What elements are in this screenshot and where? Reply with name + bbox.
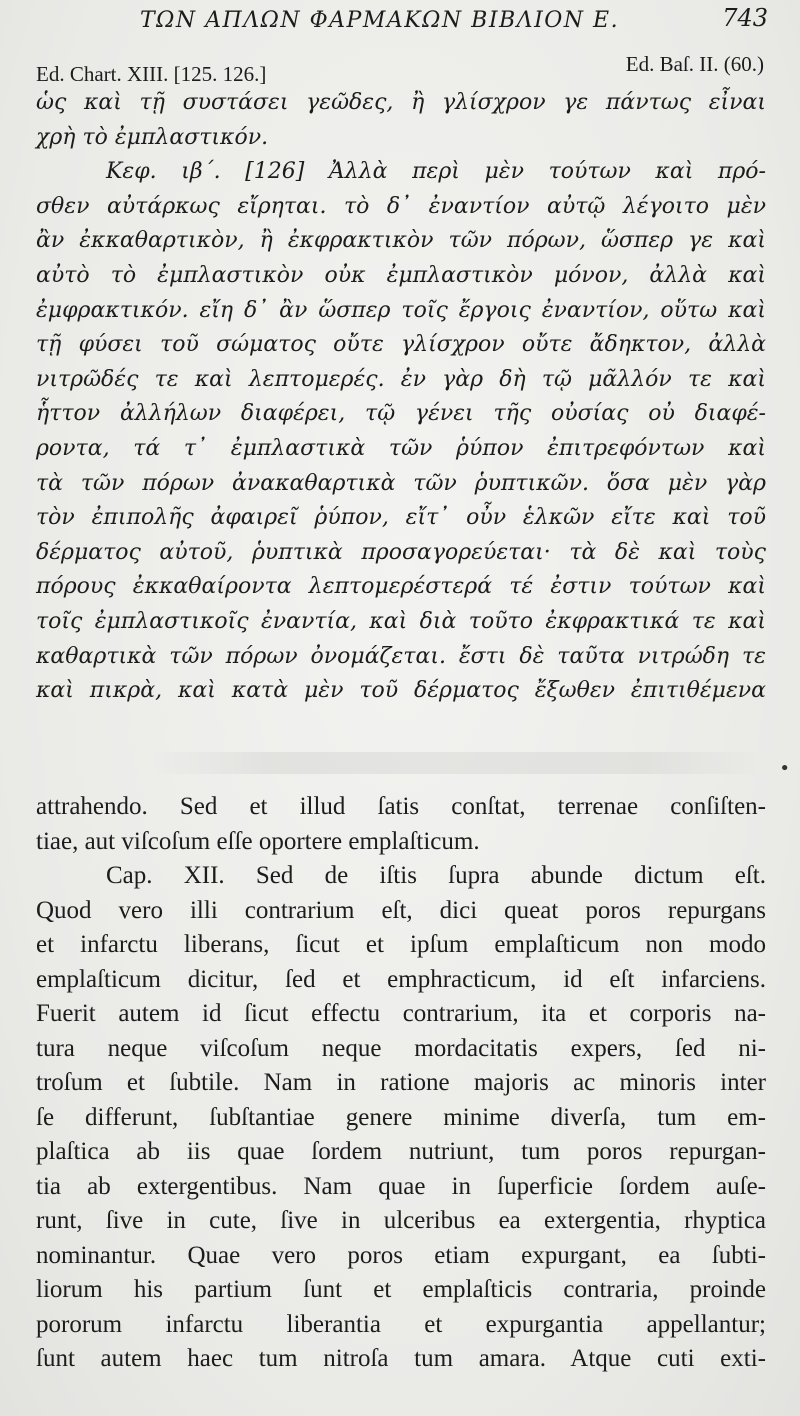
latin-line: et infarctu liberans, ſicut et ipſum emplaſticum non modo	[36, 931, 766, 958]
latin-line: tiae, aut viſcoſum eſſe oportere emplaſticum.	[36, 827, 480, 855]
latin-line: ſe differunt, ſubſtantiae genere minime diverſa, tum em-	[36, 1103, 766, 1131]
latin-line: Cap. XII. Sed de iſtis ſupra abunde dictum eſt.	[106, 862, 766, 889]
greek-line: τὸν ἐπιπολῆς ἀφαιρεῖ ῥύπον, εἴτ᾽ οὖν ἑλκῶν εἴτε καὶ τοῦ	[36, 505, 766, 531]
greek-line: τοῖς ἐμπλαστικοῖς ἐναντία, καὶ διὰ τοῦτο ἐκφρακτικά τε καὶ	[36, 608, 766, 634]
greek-line: ὡς καὶ τῇ συστάσει γεῶδες, ἢ γλίσχρον γε πάντως εἶναι	[36, 90, 766, 115]
latin-line: runt, ſive in cute, ſive in ulceribus ea extergentia, rhyptica	[36, 1207, 766, 1234]
latin-line: pororum infarctu liberantia et expurgantia appellantur;	[36, 1310, 766, 1338]
page-number: 743	[722, 4, 768, 32]
greek-text-block	[36, 86, 766, 709]
greek-line: δέρματος αὐτοῦ, ῥυπτικὰ προσαγορεύεται· τὰ δὲ καὶ τοὺς	[36, 539, 766, 565]
greek-line: ἐμφρακτικόν. εἴη δ᾽ ἂν ὥσπερ τοῖς ἔργοις ἐναντίον, οὕτω καὶ	[36, 297, 766, 323]
greek-line: τὰ τῶν πόρων ἀνακαθαρτικὰ τῶν ῥυπτικῶν. ὅσα μὲν γὰρ	[36, 470, 766, 496]
latin-line: plaſtica ab iis quae ſordem nutriunt, tum poros repurgan-	[36, 1138, 766, 1165]
latin-text-block	[36, 790, 766, 1377]
greek-line: καθαρτικὰ τῶν πόρων ὀνομάζεται. ἔστι δὲ ταῦτα νιτρώδη τε	[36, 643, 766, 669]
latin-line: attrahendo. Sed et illud ſatis conſtat, terrenae conſiſten-	[36, 793, 766, 820]
latin-line: Fuerit autem id ſicut effectu contrarium, ita et corporis na-	[36, 1000, 766, 1027]
latin-line: emplaſticum dicitur, ſed et emphracticum, id eſt infarciens.	[36, 965, 766, 993]
margin-marker: •	[779, 758, 790, 779]
show-through-smudge	[150, 752, 770, 774]
greek-line: ἧττον ἀλλήλων διαφέρει, τῷ γένει τῆς οὐσίας οὐ διαφέ-	[36, 401, 766, 427]
latin-line: liorum his partium ſunt et emplaſticis contraria, proinde	[36, 1276, 766, 1303]
latin-line: Quod vero illi contrarium eſt, dici queat poros repurgans	[36, 896, 766, 924]
latin-line: tura neque viſcoſum neque mordacitatis expers, ſed ni-	[36, 1034, 766, 1062]
greek-line: χρὴ τὸ ἐμπλαστικόν.	[36, 124, 269, 150]
latin-line: nominantur. Quae vero poros etiam expurgant, ea ſubti-	[36, 1241, 766, 1269]
edition-reference-right: Ed. Baſ. II. (60.)	[625, 52, 764, 76]
latin-line: ſunt autem haec tum nitroſa tum amara. Atque cuti exti-	[36, 1345, 766, 1372]
greek-line: ἂν ἐκκαθαρτικὸν, ἢ ἐκφρακτικὸν τῶν πόρων, ὥσπερ γε καὶ	[36, 228, 766, 254]
edition-reference-left: Ed. Chart. XIII. [125. 126.]	[36, 62, 267, 86]
greek-line: Κεφ. ιβ΄. [126] Ἀλλὰ περὶ μὲν τούτων καὶ πρό-	[106, 159, 766, 185]
greek-line: αὐτὸ τὸ ἐμπλαστικὸν οὐκ ἐμπλαστικὸν μόνον, ἀλλὰ καὶ	[36, 262, 766, 288]
latin-line: tia ab extergentibus. Nam quae in ſuperficie ſordem auſe-	[36, 1172, 766, 1200]
greek-line: ροντα, τά τ᾽ ἐμπλαστικὰ τῶν ῥύπον ἐπιτρεφόντων καὶ	[36, 435, 766, 461]
running-head: ΤΩΝ ΑΠΛΩΝ ΦΑΡΜΑΚΩΝ ΒΙΒΛΙΟΝ Ε.	[140, 8, 620, 33]
latin-line: troſum et ſubtile. Nam in ratione majoris ac minoris inter	[36, 1069, 766, 1096]
greek-line: σθεν αὐτάρκως εἴρηται. τὸ δ᾽ ἐναντίον αὐτῷ λέγοιτο μὲν	[36, 193, 766, 219]
greek-line: τῇ φύσει τοῦ σώματος οὔτε γλίσχρον οὔτε ἄδηκτον, ἀλλὰ	[36, 332, 766, 358]
greek-line: νιτρῶδές τε καὶ λεπτομερές. ἐν γὰρ δὴ τῷ μᾶλλόν τε καὶ	[36, 366, 766, 392]
greek-line: πόρους ἐκκαθαίροντα λεπτομερέστερά τέ ἐστιν τούτων καὶ	[36, 574, 766, 600]
greek-line: καὶ πικρὰ, καὶ κατὰ μὲν τοῦ δέρματος ἔξωθεν ἐπιτιθέμενα	[36, 678, 766, 704]
